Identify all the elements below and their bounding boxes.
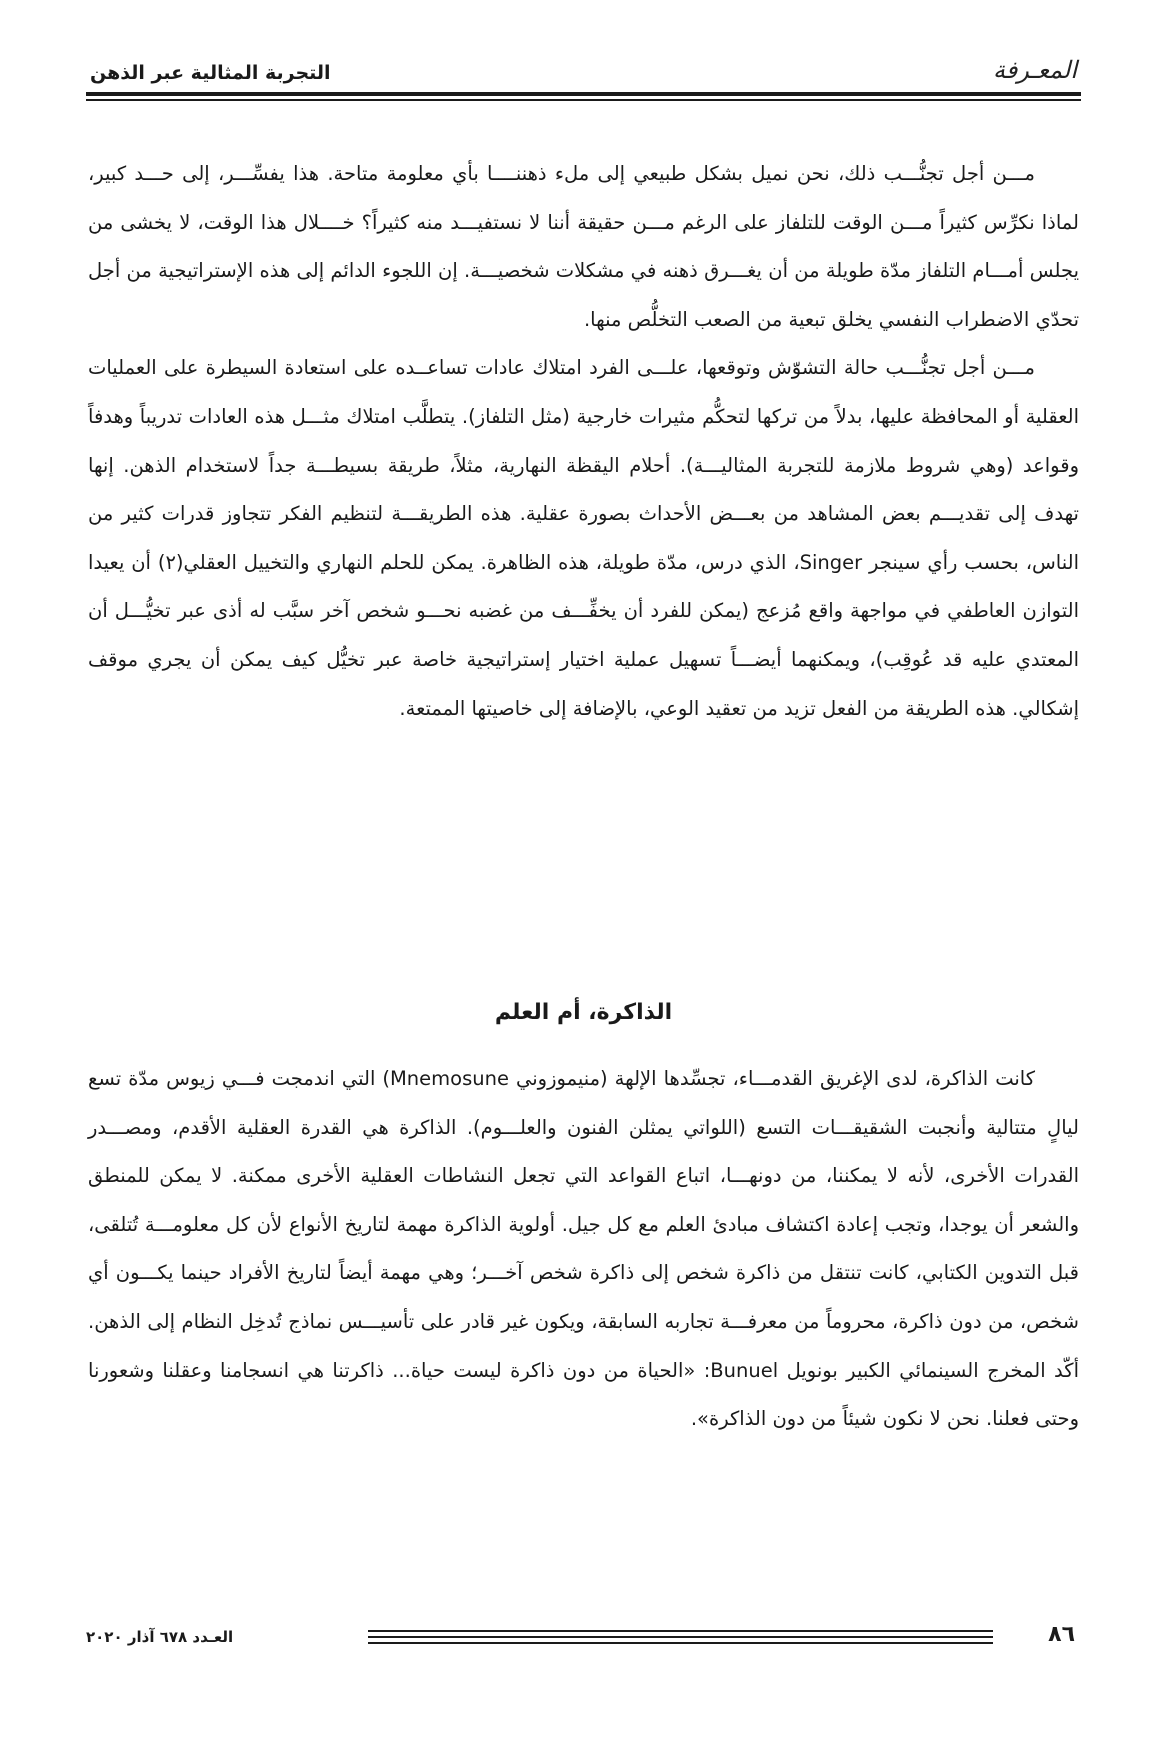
paragraph: كانت الذاكرة، لدى الإغريق القدمـــاء، تجسِّدها الإلهة (منيموزوني Mnemosune) التي اندمجت فـــي زيوس مدّة تسع ليالٍ متتالية وأنجبت الشقيقـــات التسع (اللواتي يمثلن الفنون والعلـــوم). الذاكرة هي القدرة العقلية الأقدم، ومصـــدر القدرات الأخرى، لأنه لا يمكننا، من دونهـــا، اتباع القواعد التي تجعل النشاطات العقلية الأخرى ممكنة. لا يمكن للمنطق والشعر أن يوجدا، وتجب إعادة اكتشاف مبادئ العلم مع كل جيل. أولوية الذاكرة مهمة لتاريخ الأنواع لأن كل معلومـــة تُتلقى، قبل التدوين الكتابي، كانت تنتقل من ذاكرة شخص إلى ذاكرة شخص آخـــر؛ وهي مهمة أيضاً لتاريخ الأفراد حينما يكـــون أي شخص، من دون ذاكرة، محروماً من معرفـــة تجاربه السابقة، ويكون غير قادر على تأسيـــس نماذج تُدخِل النظام إلى الذهن. أكّد المخرج السينمائي الكبير بونويل Bunuel: «الحياة من دون ذاكرة ليست حياة... ذاكرتنا هي انسجامنا وعقلنا وشعورنا وحتى فعلنا. نحن لا نكون شيئاً من دون الذاكرة».: [88, 1067, 1079, 1431]
running-header-title: التجربة المثالية عبر الذهن: [90, 62, 331, 84]
header-rule-thin: [86, 99, 1081, 101]
footer-rule-3: [368, 1642, 993, 1644]
article-body-bottom: [88, 1055, 1079, 1444]
header-rule-thick: [86, 92, 1081, 96]
magazine-logo: المعـرفة: [992, 56, 1077, 84]
footer-rule-1: [368, 1630, 993, 1632]
section-heading: الذاكرة، أم العلم: [494, 1000, 673, 1025]
footer-rule-2: [368, 1636, 993, 1638]
paragraph: مـــن أجل تجنُّـــب حالة التشوّش وتوقعها، علـــى الفرد امتلاك عادات تساعــده على استعادة السيطرة على العمليات العقلية أو المحافظة عليها، بدلاً من تركها لتحكُّم مثيرات خارجية (مثل التلفاز). يتطلَّب امتلاك مثـــل هذه العادات تدريباً وهدفاً وقواعد (وهي شروط ملازمة للتجربة المثاليـــة). أحلام اليقظة النهارية، مثلاً، طريقة بسيطـــة جداً لاستخدام الذهن. إنها تهدف إلى تقديـــم بعض المشاهد من بعـــض الأحداث بصورة عقلية. هذه الطريقـــة لتنظيم الفكر تتجاوز قدرات كثير من الناس، بحسب رأي سينجر Singer، الذي درس، مدّة طويلة، هذه الظاهرة. يمكن للحلم النهاري والتخييل العقلي(٢) أن يعيدا التوازن العاطفي في مواجهة واقع مُزعج (يمكن للفرد أن يخفِّـــف من غضبه نحـــو شخص آخر سبَّب له أذى عبر تخيُّـــل أن المعتدي عليه قد عُوقِب)، ويمكنهما أيضـــاً تسهيل عملية اختيار إستراتيجية خاصة عبر تخيُّل كيف يمكن أن يجري موقف إشكالي. هذه الطريقة من الفعل تزيد من تعقيد الوعي، بالإضافة إلى خاصيتها الممتعة.: [88, 356, 1079, 720]
article-body-top: [88, 150, 1079, 733]
issue-label: العـدد ٦٧٨ آذار ٢٠٢٠: [86, 1628, 234, 1646]
page-number: ٨٦: [1048, 1622, 1075, 1647]
paragraph: مـــن أجل تجنُّـــب ذلك، نحن نميل بشكل طبيعي إلى ملء ذهننــــا بأي معلومة متاحة. هذا يفسِّـــر، إلى حـــد كبير، لماذا نكرِّس كثيراً مـــن الوقت للتلفاز على الرغم مـــن حقيقة أننا لا نستفيـــد منه كثيراً؟ خــــلال هذا الوقت، لا يخشى من يجلس أمـــام التلفاز مدّة طويلة من أن يغـــرق ذهنه في مشكلات شخصيـــة. إن اللجوء الدائم إلى هذه الإستراتيجية من أجل تحدّي الاضطراب النفسي يخلق تبعية من الصعب التخلُّص منها.: [88, 162, 1079, 331]
